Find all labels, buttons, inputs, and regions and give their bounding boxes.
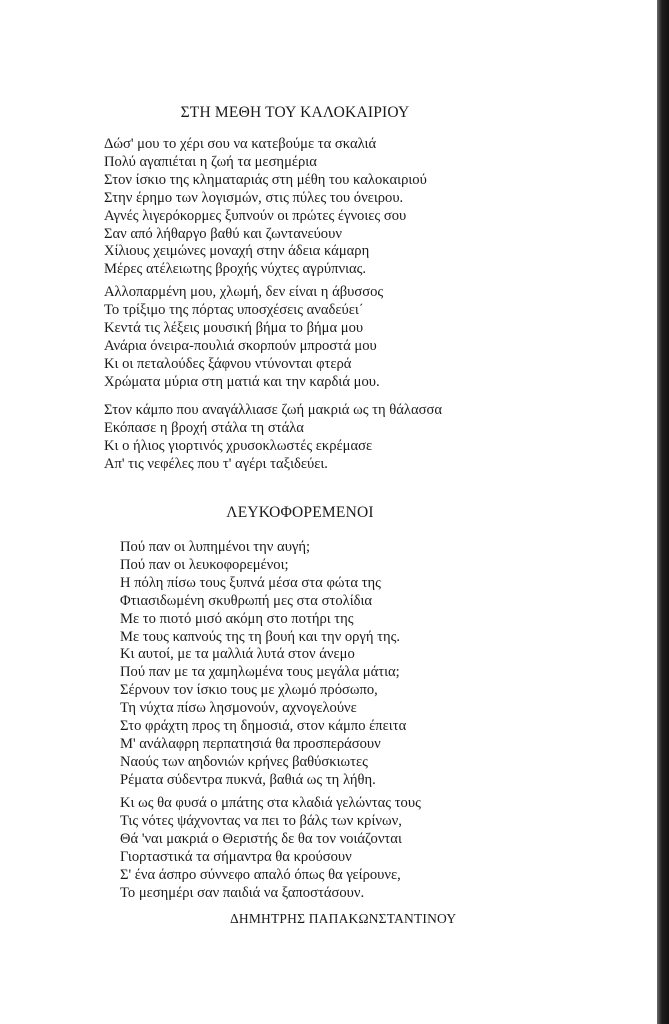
stanza [104, 284, 383, 391]
verse-line: Το τρίξιμο της πόρτας υποσχέσεις αναδεύει΄ [104, 301, 364, 318]
verse-line: Αγνές λιγερόκορμες ξυπνούν οι πρώτες έγνοιες σου [104, 207, 407, 224]
page-edge-shadow [657, 0, 669, 1024]
verse-line: Στον κάμπο που αναγάλλιασε ζωή μακριά ως τη θάλασσα [104, 402, 443, 418]
verse-line: Ρέματα σύδεντρα πυκνά, βαθιά ως τη λήθη. [120, 771, 376, 788]
verse-line: Πού παν οι λυπημένοι την αυγή; [120, 539, 311, 555]
verse-line: Δώσ' μου το χέρι σου να κατεβούμε τα σκαλιά [104, 136, 377, 152]
verse-line: Σαν από λήθαργο βαθύ και ζωντανεύουν [104, 225, 342, 242]
verse-line: Η πόλη πίσω τους ξυπνά μέσα στα φώτα της [120, 574, 381, 591]
verse-line: Με τους καπνούς της τη βουή και την οργή της. [120, 628, 401, 645]
stanza [120, 795, 421, 902]
verse-line: Αλλοπαρμένη μου, χλωμή, δεν είναι η άβυσσος [104, 284, 384, 300]
poem-title-white-clad: ΛΕΥΚΟΦΟΡΕΜΕΝΟΙ [226, 504, 374, 521]
verse-line: Πολύ αγαπιέται η ζωή τα μεσημέρια [104, 153, 317, 170]
verse-line: Σ' ένα άσπρο σύννεφο απαλό όπως θα γείρουνε, [120, 866, 401, 883]
verse-line: Ανάρια όνειρα-πουλιά σκορπούν μπροστά μου [104, 337, 377, 354]
verse-line: Χρώματα μύρια στη ματιά και την καρδιά μου. [104, 373, 380, 390]
stanza [104, 402, 442, 474]
stanza [104, 136, 427, 279]
verse-line: Φτιασιδωμένη σκυθρωπή μες στα στολίδια [120, 592, 373, 609]
verse-line: Χίλιους χειμώνες μοναχή στην άδεια κάμαρη [104, 243, 370, 260]
verse-line: Ναούς των αηδονιών κρήνες βαθύσκιωτες [120, 753, 368, 770]
verse-line: Κι ο ήλιος γιορτινός χρυσοκλωστές εκρέμασε [104, 437, 373, 454]
verse-line: Τη νύχτα πίσω λησμονούν, αχνογελούνε [120, 700, 357, 717]
verse-line: Τις νότες ψάχνοντας να πει το βάλς των κρίνων, [120, 812, 402, 829]
verse-line: Μ' ανάλαφρη περπατησιά θα προσπεράσουν [120, 735, 381, 752]
verse-line: Στον ίσκιο της κληματαριάς στη μέθη του καλοκαιριού [104, 171, 427, 188]
verse-line: Θά 'ναι μακριά ο Θεριστής δε θα τον νοιάζονται [120, 830, 402, 847]
verse-line: Με το πιοτό μισό ακόμη στο ποτήρι της [120, 610, 354, 627]
verse-line: Στην έρημο των λογισμών, στις πύλες του όνειρου. [104, 189, 404, 206]
verse-line: Κι ως θα φυσά ο μπάτης στα κλαδιά γελώντας τους [120, 795, 421, 811]
verse-line: Κι αυτοί, με τα μαλλιά λυτά στον άνεμο [120, 646, 355, 663]
verse-line: Στο φράχτη προς τη δημοσιά, στον κάμπο έπειτα [120, 718, 407, 735]
poem-title-summer: ΣΤΗ ΜΕΘΗ ΤΟΥ ΚΑΛΟΚΑΙΡΙΟΥ [180, 104, 410, 121]
verse-line: Το μεσημέρι σαν παιδιά να ξαποστάσουν. [120, 884, 365, 901]
verse-line: Απ' τις νεφέλες που τ' αγέρι ταξιδεύει. [104, 455, 328, 472]
verse-line: Πού παν με τα χαμηλωμένα τους μεγάλα μάτια; [120, 664, 400, 681]
verse-line: Γιορταστικά τα σήμαντρα θα κρούσουν [120, 848, 352, 865]
verse-line: Εκόπασε η βροχή στάλα τη στάλα [104, 419, 304, 436]
verse-line: Κεντά τις λέξεις μουσική βήμα το βήμα μου [104, 319, 364, 336]
author-signature: ΔΗΜΗΤΡΗΣ ΠΑΠΑΚΩΝΣΤΑΝΤΙΝΟΥ [230, 911, 457, 926]
stanza [120, 539, 406, 790]
verse-line: Σέρνουν τον ίσκιο τους με χλωμό πρόσωπο, [120, 682, 378, 699]
verse-line: Κι οι πεταλούδες ξάφνου ντύνονται φτερά [104, 355, 352, 372]
verse-line: Πού παν οι λευκοφορεμένοι; [120, 556, 289, 573]
verse-line: Μέρες ατέλειωτης βροχής νύχτες αγρύπνιας. [104, 261, 367, 278]
